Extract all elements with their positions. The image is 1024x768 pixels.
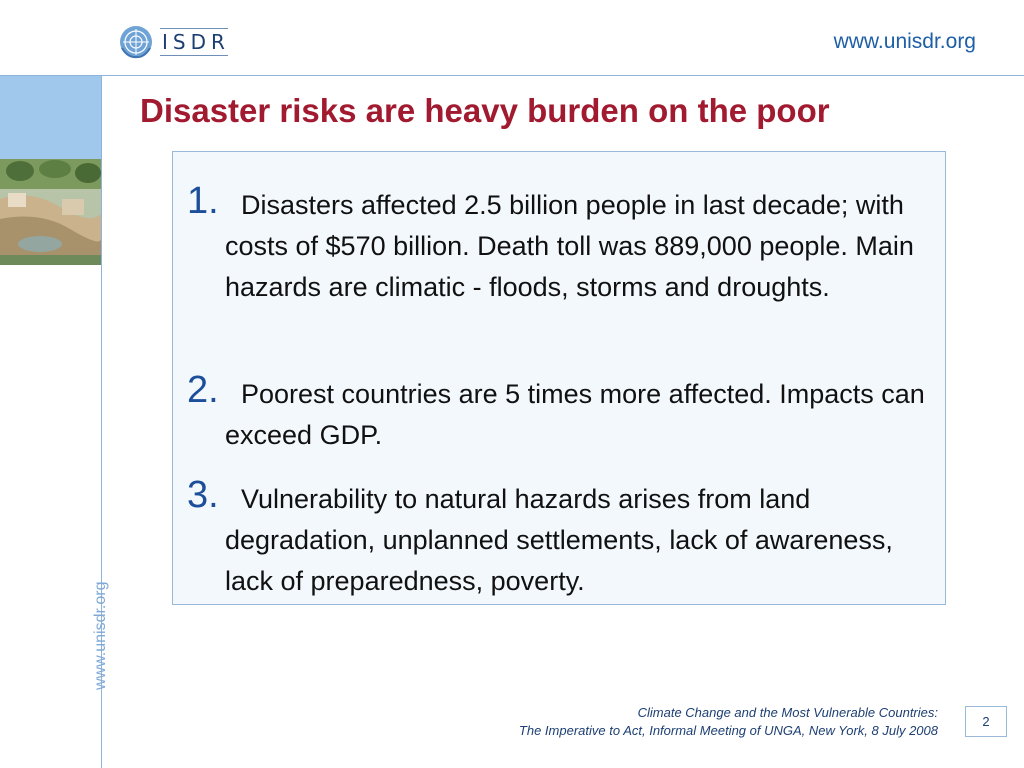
header-divider: [0, 75, 1024, 76]
list-text: Vulnerability to natural hazards arises from land degradation, unplanned settlements, lack of awareness, lack of preparedness, poverty.: [225, 484, 893, 596]
list-number: 2.: [187, 369, 219, 411]
isdr-logo: [118, 24, 232, 60]
list-text: Disasters affected 2.5 billion people in last decade; with costs of $570 billion. Death toll was 889,000 people. Main hazards are climatic - floods, storms and droughts.: [225, 190, 914, 302]
flood-photo: [0, 159, 101, 265]
footer-caption-line2: The Imperative to Act, Informal Meeting of UNGA, New York, 8 July 2008: [518, 723, 938, 738]
footer-caption-line1: Climate Change and the Most Vulnerable Countries:: [637, 705, 938, 720]
sidebar-color-block: [0, 76, 101, 159]
list-number: 3.: [187, 474, 219, 516]
list-item: [187, 180, 925, 308]
logo-text: ISDR: [162, 30, 230, 54]
site-url-link[interactable]: www.unisdr.org: [833, 30, 976, 53]
footer-caption: [519, 704, 938, 740]
vertical-site-url: www.unisdr.org: [92, 581, 109, 690]
page-number: 2: [965, 706, 1007, 737]
list-item: [187, 474, 925, 602]
list-number: 1.: [187, 180, 219, 222]
list-item: [187, 369, 925, 456]
slide-title: Disaster risks are heavy burden on the poor: [140, 92, 830, 129]
un-emblem-icon: [118, 24, 154, 60]
content-box: [172, 151, 946, 605]
list-text: Poorest countries are 5 times more affected. Impacts can exceed GDP.: [225, 379, 925, 450]
